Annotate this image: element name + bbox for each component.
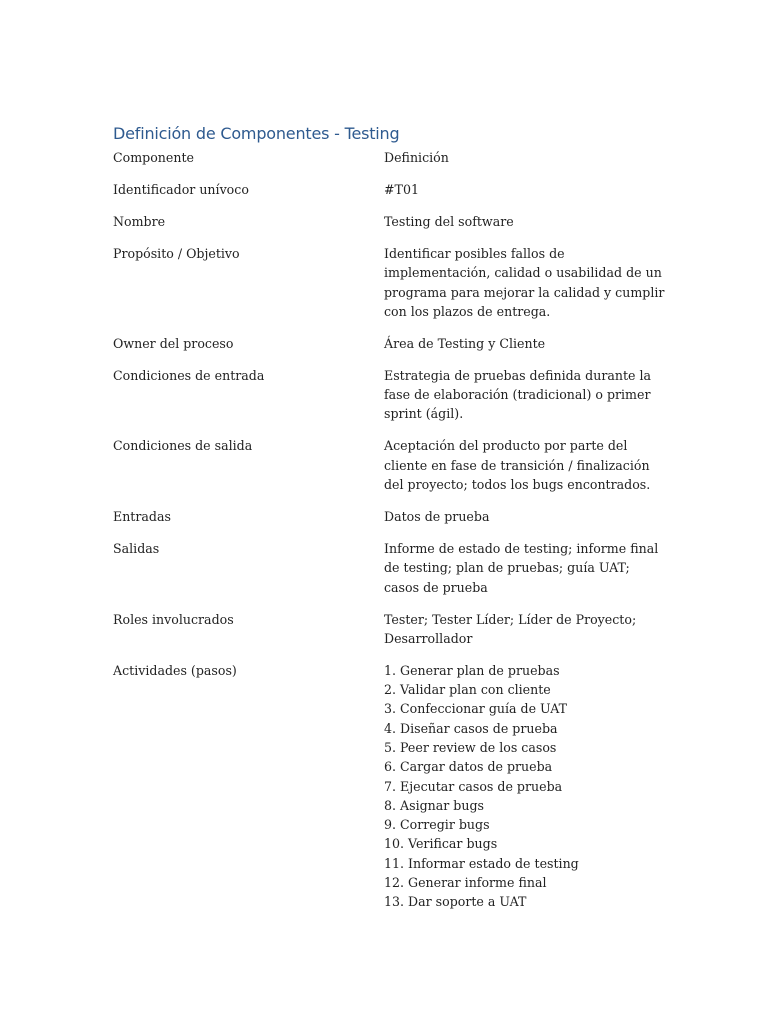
table-row	[113, 180, 653, 199]
activity-step: 9. Corregir bugs	[384, 817, 490, 833]
row-value-line: #T01	[384, 181, 419, 197]
row-value	[384, 180, 644, 199]
row-label: Entradas	[113, 508, 171, 524]
table-row	[113, 244, 665, 321]
activity-step: 4. Diseñar casos de prueba	[384, 720, 558, 736]
table-row	[113, 366, 653, 424]
activity-step: 13. Dar soporte a UAT	[384, 894, 527, 910]
row-value-line: sprint (ágil).	[384, 406, 464, 422]
row-label: Actividades (pasos)	[113, 662, 237, 678]
row-value	[384, 366, 652, 424]
definition-table	[113, 148, 665, 912]
document-title: Definición de Componentes - Testing	[113, 124, 400, 143]
table-row	[113, 436, 653, 494]
activity-step: 1. Generar plan de pruebas	[384, 662, 560, 678]
row-label: Owner del proceso	[113, 335, 234, 351]
row-value	[384, 212, 644, 231]
row-value-line: Aceptación del producto por parte del	[384, 438, 628, 454]
row-value	[384, 507, 644, 526]
row-label: Salidas	[113, 540, 160, 556]
activity-step: 6. Cargar datos de prueba	[384, 759, 553, 775]
header-component: Componente	[113, 150, 194, 165]
row-value-line: Área de Testing y Cliente	[384, 335, 546, 351]
row-value	[384, 436, 651, 494]
row-label: Identificador unívoco	[113, 181, 249, 197]
activity-step: 2. Validar plan con cliente	[384, 682, 551, 698]
activity-step: 12. Generar informe final	[384, 875, 547, 891]
table-row	[113, 334, 653, 353]
table-row	[113, 610, 653, 649]
row-value-line: casos de prueba	[384, 579, 488, 595]
activity-step: 11. Informar estado de testing	[384, 855, 579, 871]
row-value-line: implementación, calidad o usabilidad de un	[384, 265, 662, 281]
activity-steps-list	[384, 661, 644, 912]
row-value-line: Desarrollador	[384, 630, 473, 646]
row-label: Propósito / Objetivo	[113, 245, 240, 261]
row-value-line: con los plazos de entrega.	[384, 303, 551, 319]
table-row-activities	[113, 661, 653, 912]
row-label: Condiciones de salida	[113, 438, 253, 454]
activity-step: 10. Verificar bugs	[384, 836, 498, 852]
row-value-line: Estrategia de pruebas definida durante la	[384, 367, 652, 383]
table-row	[113, 212, 653, 231]
table-row	[113, 539, 659, 597]
row-value-line: Informe de estado de testing; informe final	[384, 540, 659, 556]
row-label: Condiciones de entrada	[113, 367, 265, 383]
table-rows	[113, 180, 665, 648]
row-value-line: del proyecto; todos los bugs encontrados.	[384, 476, 651, 492]
row-value-line: Identificar posibles fallos de	[384, 245, 565, 261]
row-value	[384, 661, 644, 912]
row-value-line: Datos de prueba	[384, 508, 490, 524]
row-value	[384, 244, 665, 321]
activity-step: 8. Asignar bugs	[384, 797, 485, 813]
row-label: Nombre	[113, 213, 166, 229]
row-value-line: cliente en fase de transición / finalización	[384, 457, 650, 473]
activity-step: 7. Ejecutar casos de prueba	[384, 778, 563, 794]
row-value	[384, 334, 644, 353]
table-row	[113, 507, 653, 526]
row-value-line: programa para mejorar la calidad y cumplir	[384, 284, 665, 300]
row-label: Roles involucrados	[113, 611, 234, 627]
row-value	[384, 610, 644, 649]
row-value-line: Testing del software	[384, 213, 514, 229]
row-value-line: de testing; plan de pruebas; guía UAT;	[384, 560, 630, 576]
row-value-line: fase de elaboración (tradicional) o primer	[384, 387, 651, 403]
row-value-line: Tester; Tester Líder; Líder de Proyecto;	[384, 611, 637, 627]
activity-step: 3. Confeccionar guía de UAT	[384, 701, 568, 717]
activity-step: 5. Peer review de los casos	[384, 740, 557, 755]
header-definition: Definición	[384, 150, 449, 165]
table-header-row	[113, 148, 653, 167]
row-value	[384, 539, 659, 597]
